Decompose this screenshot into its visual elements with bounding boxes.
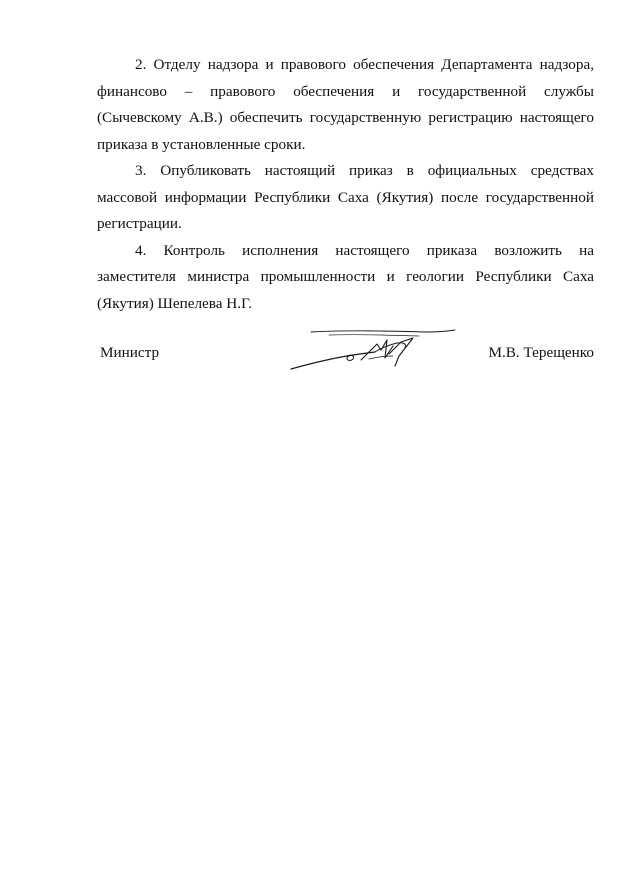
signatory-name: М.В. Терещенко	[488, 344, 594, 361]
handwritten-signature-icon	[289, 326, 459, 374]
paragraph-item-4: 4. Контроль исполнения настоящего приказа возложить на заместителя министра промышленности и геологии Республики Саха (Якутия) Шепелева Н.Г.	[97, 241, 594, 312]
signature-block	[97, 326, 594, 376]
paragraph-item-2: 2. Отделу надзора и правового обеспечения Департамента надзора, финансово – правового обеспечения и государственной службы (Сычевскому А.В.) обеспечить государственную регистрацию настоящего приказа в установленные сроки.	[97, 56, 594, 153]
signatory-position: Министр	[100, 344, 160, 361]
paragraph-item-3: 3. Опубликовать настоящий приказ в официальных средствах массовой информации Республики Саха (Якутия) после государственной регистрации.	[97, 162, 594, 232]
document-body	[97, 52, 594, 317]
